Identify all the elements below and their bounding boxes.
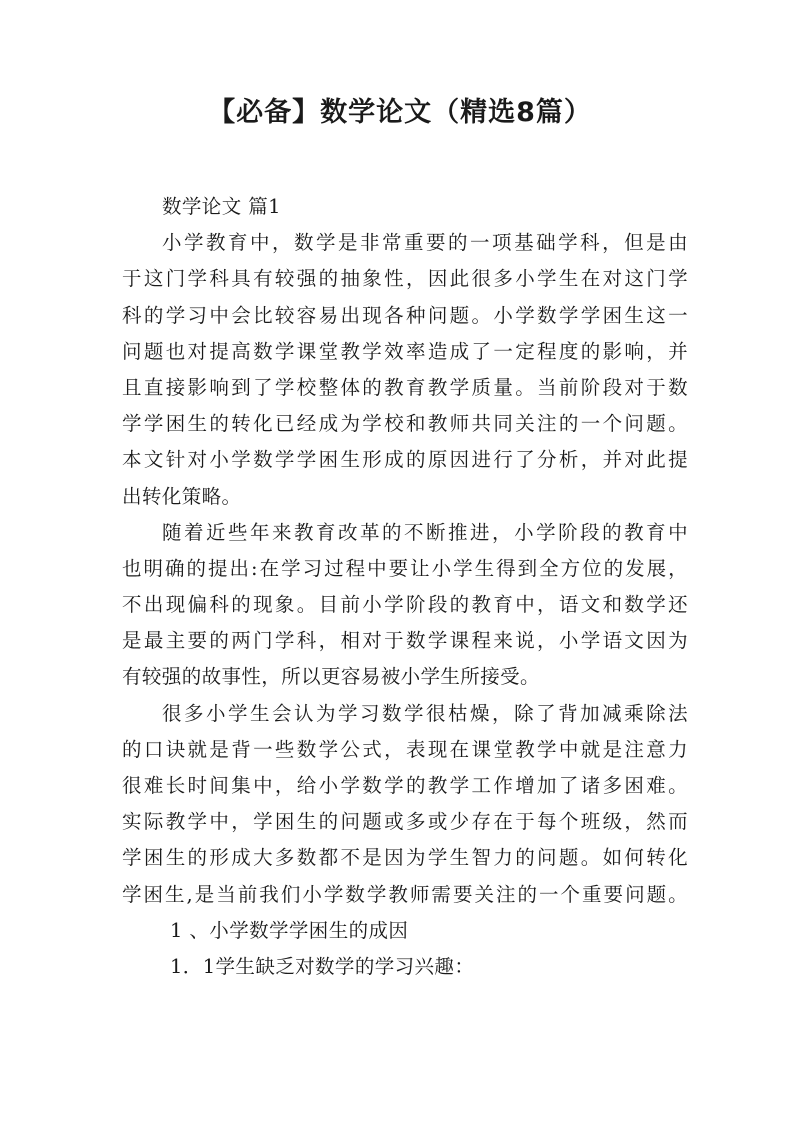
paragraph-1-line: 问题也对提高数学课堂教学效率造成了一定程度的影响，并	[122, 339, 688, 363]
paragraph-2-line: 有较强的故事性，所以更容易被小学生所接受。	[122, 665, 540, 689]
paragraph-3-line: 的口诀就是背一些数学公式，表现在课堂教学中就是注意力	[122, 737, 688, 761]
subheading-lack-of-interest: 1．1学生缺乏对数学的学习兴趣：	[170, 954, 475, 978]
document-body	[122, 189, 688, 985]
paragraph-1-line: 小学教育中，数学是非常重要的一项基础学科，但是由	[162, 231, 688, 255]
document-title: 【必备】数学论文（精选8篇）	[208, 97, 592, 128]
paragraph-1-line: 且直接影响到了学校整体的教育教学质量。当前阶段对于数	[122, 375, 688, 399]
section-heading: 数学论文 篇1	[162, 195, 281, 218]
paragraph-1-line: 出转化策略。	[122, 484, 242, 508]
paragraph-1-line: 于这门学科具有较强的抽象性，因此很多小学生在对这门学	[122, 267, 688, 291]
paragraph-3-line: 学困生的形成大多数都不是因为学生智力的问题。如何转化	[122, 846, 688, 870]
subheading-causes: 1 、小学数学学困生的成因	[170, 918, 409, 942]
paragraph-1-line: 学学困生的转化已经成为学校和教师共同关注的一个问题。	[122, 412, 688, 436]
paragraph-1-line: 科的学习中会比较容易出现各种问题。小学数学学困生这一	[122, 303, 688, 327]
paragraph-2-line: 也明确的提出:在学习过程中要让小学生得到全方位的发展，	[122, 556, 688, 580]
paragraph-1-line: 本文针对小学数学学困生形成的原因进行了分析，并对此提	[122, 448, 688, 472]
paragraph-3-line: 实际教学中，学困生的问题或多或少存在于每个班级，然而	[122, 810, 688, 834]
paragraph-3-line: 很多小学生会认为学习数学很枯燥，除了背加减乘除法	[162, 701, 688, 725]
paragraph-2-line: 是最主要的两门学科，相对于数学课程来说，小学语文因为	[122, 629, 688, 653]
paragraph-3-line: 很难长时间集中，给小学数学的教学工作增加了诸多困难。	[122, 774, 688, 797]
paragraph-2-line: 不出现偏科的现象。目前小学阶段的教育中，语文和数学还	[122, 593, 688, 617]
paragraph-3-line: 学困生,是当前我们小学数学教师需要关注的一个重要问题。	[122, 882, 688, 906]
paragraph-2-line: 随着近些年来教育改革的不断推进，小学阶段的教育中	[162, 520, 688, 544]
